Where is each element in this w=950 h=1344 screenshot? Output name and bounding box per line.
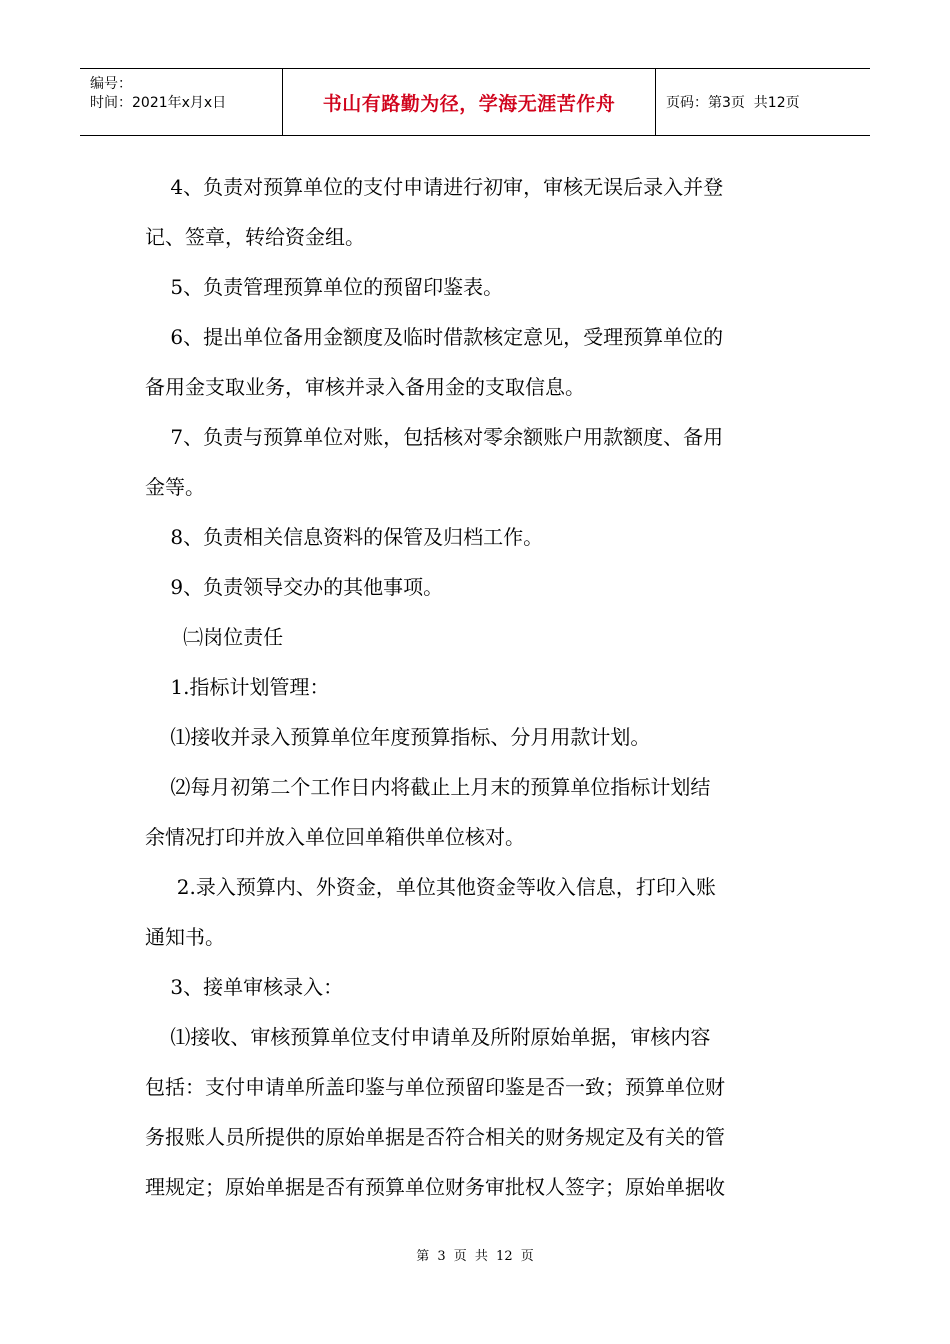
page-header [80, 68, 870, 136]
text-line: 金等。 [145, 475, 205, 499]
number-label: 编号： [90, 76, 132, 92]
text-line: 2.录入预算内、外资金，单位其他资金等收入信息，打印入账 [145, 875, 716, 899]
date-label: 时间：2021年x月x日 [90, 95, 227, 111]
text-line: 3、接单审核录入： [145, 975, 344, 999]
text-line: 1.指标计划管理： [145, 675, 330, 699]
text-line: 余情况打印并放入单位回单箱供单位核对。 [145, 825, 525, 849]
header-motto: 书山有路勤为径，学海无涯苦作舟 [283, 69, 656, 135]
page-footer: 第 3 页 共 12 页 [416, 1249, 534, 1264]
text-line: 7、负责与预算单位对账，包括核对零余额账户用款额度、备用 [145, 425, 724, 449]
text-line: 9、负责领导交办的其他事项。 [145, 575, 444, 599]
text-line: ⑴接收、审核预算单位支付申请单及所附原始单据，审核内容 [145, 1025, 711, 1049]
text-line: ⑵每月初第二个工作日内将截止上月末的预算单位指标计划结 [145, 775, 711, 799]
text-line: 记、签章，转给资金组。 [145, 225, 365, 249]
text-line: 6、提出单位备用金额度及临时借款核定意见，受理预算单位的 [145, 325, 724, 349]
text-line: 包括：支付申请单所盖印鉴与单位预留印鉴是否一致；预算单位财 [145, 1075, 725, 1099]
section-heading: ㈡岗位责任 [145, 625, 284, 649]
text-line: 通知书。 [145, 925, 225, 949]
text-line: ⑴接收并录入预算单位年度预算指标、分月用款计划。 [145, 725, 651, 749]
text-line: 4、负责对预算单位的支付申请进行初审，审核无误后录入并登 [145, 175, 724, 199]
text-line: 理规定；原始单据是否有预算单位财务审批权人签字；原始单据收 [145, 1175, 725, 1199]
text-line: 备用金支取业务，审核并录入备用金的支取信息。 [145, 375, 585, 399]
header-meta [80, 69, 283, 135]
document-body [145, 162, 810, 1212]
text-line: 务报账人员所提供的原始单据是否符合相关的财务规定及有关的管 [145, 1125, 725, 1149]
header-page-label: 页码：第3页 共12页 [666, 95, 800, 111]
text-line: 8、负责相关信息资料的保管及归档工作。 [145, 525, 544, 549]
text-line: 5、负责管理预算单位的预留印鉴表。 [145, 275, 504, 299]
